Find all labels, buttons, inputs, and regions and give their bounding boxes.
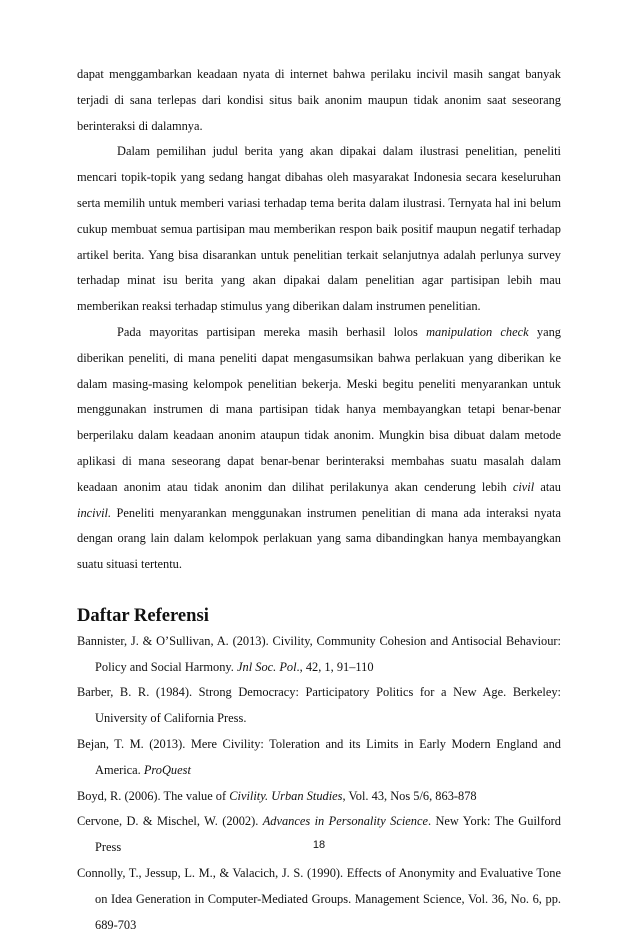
italic-text: manipulation check bbox=[426, 324, 529, 339]
reference-entry bbox=[77, 784, 561, 810]
text-run: . New York: The Guilford Press bbox=[95, 814, 561, 855]
reference-entry bbox=[77, 680, 561, 732]
text-run: , Vol. 43, Nos 5/6, 863-878 bbox=[342, 788, 477, 803]
reference-entry bbox=[77, 732, 561, 784]
text-run: Connolly, T., Jessup, L. M., & Valacich, J. S. (1990). Effects of Anonymity and Evaluative Tone on Idea Generation in Computer-Mediated Groups. Management Science, Vol. 36, No. 6, pp. 689-703 bbox=[77, 865, 561, 932]
italic-text: incivil. bbox=[77, 505, 112, 520]
italic-text: Advances in Personality Science bbox=[262, 814, 428, 829]
body-paragraph bbox=[77, 320, 561, 578]
text-run: Peneliti menyarankan menggunakan instrumen penelitian di mana ada interaksi nyata dengan orang lain dalam kelompok perlakuan yang sama dibandingkan hanya membayangkan suatu situasi tertentu. bbox=[77, 505, 561, 572]
text-run: atau bbox=[534, 479, 561, 494]
text-run: Dalam pemilihan judul berita yang akan dipakai dalam ilustrasi penelitian, peneliti mencari topik-topik yang sedang hangat dibahas oleh masyarakat Indonesia secara keseluruhan serta memilih untuk memberi variasi terhadap tema berita dalam ilustrasi. Ternyata hal ini belum cukup membuat semua partisipan mau memberikan respon baik positif maupun negatif terhadap artikel berita. Yang bisa disarankan untuk penelitian terkait selanjutnya adalah perlunya survey terhadap minat isu berita yang akan dipakai dalam penelitian agar partisipan lebih mau memberikan reaksi terhadap stimulus yang diberikan dalam instrumen penelitian. bbox=[77, 144, 561, 314]
text-run: Barber, B. R. (1984). Strong Democracy: Participatory Politics for a New Age. Berkeley: University of California Press. bbox=[77, 685, 561, 726]
reference-entry bbox=[77, 629, 561, 681]
section-gap bbox=[77, 578, 561, 603]
reference-entry bbox=[77, 861, 561, 938]
reference-entry bbox=[77, 809, 561, 861]
references-heading: Daftar Referensi bbox=[77, 604, 209, 626]
body-text bbox=[77, 62, 561, 578]
text-run: Pada mayoritas partisipan mereka masih berhasil lolos bbox=[117, 324, 427, 339]
text-run: Cervone, D. & Mischel, W. (2002). bbox=[77, 814, 263, 829]
text-run: Bejan, T. M. (2013). Mere Civility: Toleration and its Limits in Early Modern England and America. bbox=[77, 736, 561, 777]
body-paragraph bbox=[77, 139, 561, 320]
text-run: dapat menggambarkan keadaan nyata di internet bahwa perilaku incivil masih sangat banyak terjadi di sana terlepas dari kondisi situs baik anonim maupun tidak anonim saat seseorang berinteraksi di dalamnya. bbox=[77, 67, 561, 133]
italic-text: Jnl Soc. Pol bbox=[237, 659, 297, 674]
reference-list bbox=[77, 629, 561, 938]
italic-text: ProQuest bbox=[143, 762, 191, 777]
text-run: ., 42, 1, 91–110 bbox=[296, 659, 374, 674]
body-paragraph bbox=[77, 62, 561, 139]
page-content bbox=[77, 62, 561, 938]
page-number: 18 bbox=[312, 839, 326, 851]
text-run: Bannister, J. & O’Sullivan, A. (2013). Civility, Community Cohesion and Antisocial Behaviour: Policy and Social Harmony. bbox=[77, 633, 561, 674]
italic-text: civil bbox=[512, 479, 535, 494]
italic-text: Civility. Urban Studies bbox=[229, 788, 343, 803]
text-run: yang diberikan peneliti, di mana peneliti dapat mengasumsikan bahwa perlakuan yang diberikan ke dalam masing-masing kelompok penelitian bekerja. Meski begitu peneliti menyarankan untuk menggunakan instrumen di mana partisipan tidak hanya membayangkan tetapi benar-benar berperilaku dalam keadaan anonim ataupun tidak anonim. Mungkin bisa dibuat dalam metode aplikasi di mana seseorang dapat benar-benar berinteraksi membahas suatu masalah dalam keadaan anonim atau tidak anonim dan dilihat perilakunya akan cenderung lebih bbox=[77, 324, 561, 494]
text-run: Boyd, R. (2006). The value of bbox=[77, 788, 230, 803]
